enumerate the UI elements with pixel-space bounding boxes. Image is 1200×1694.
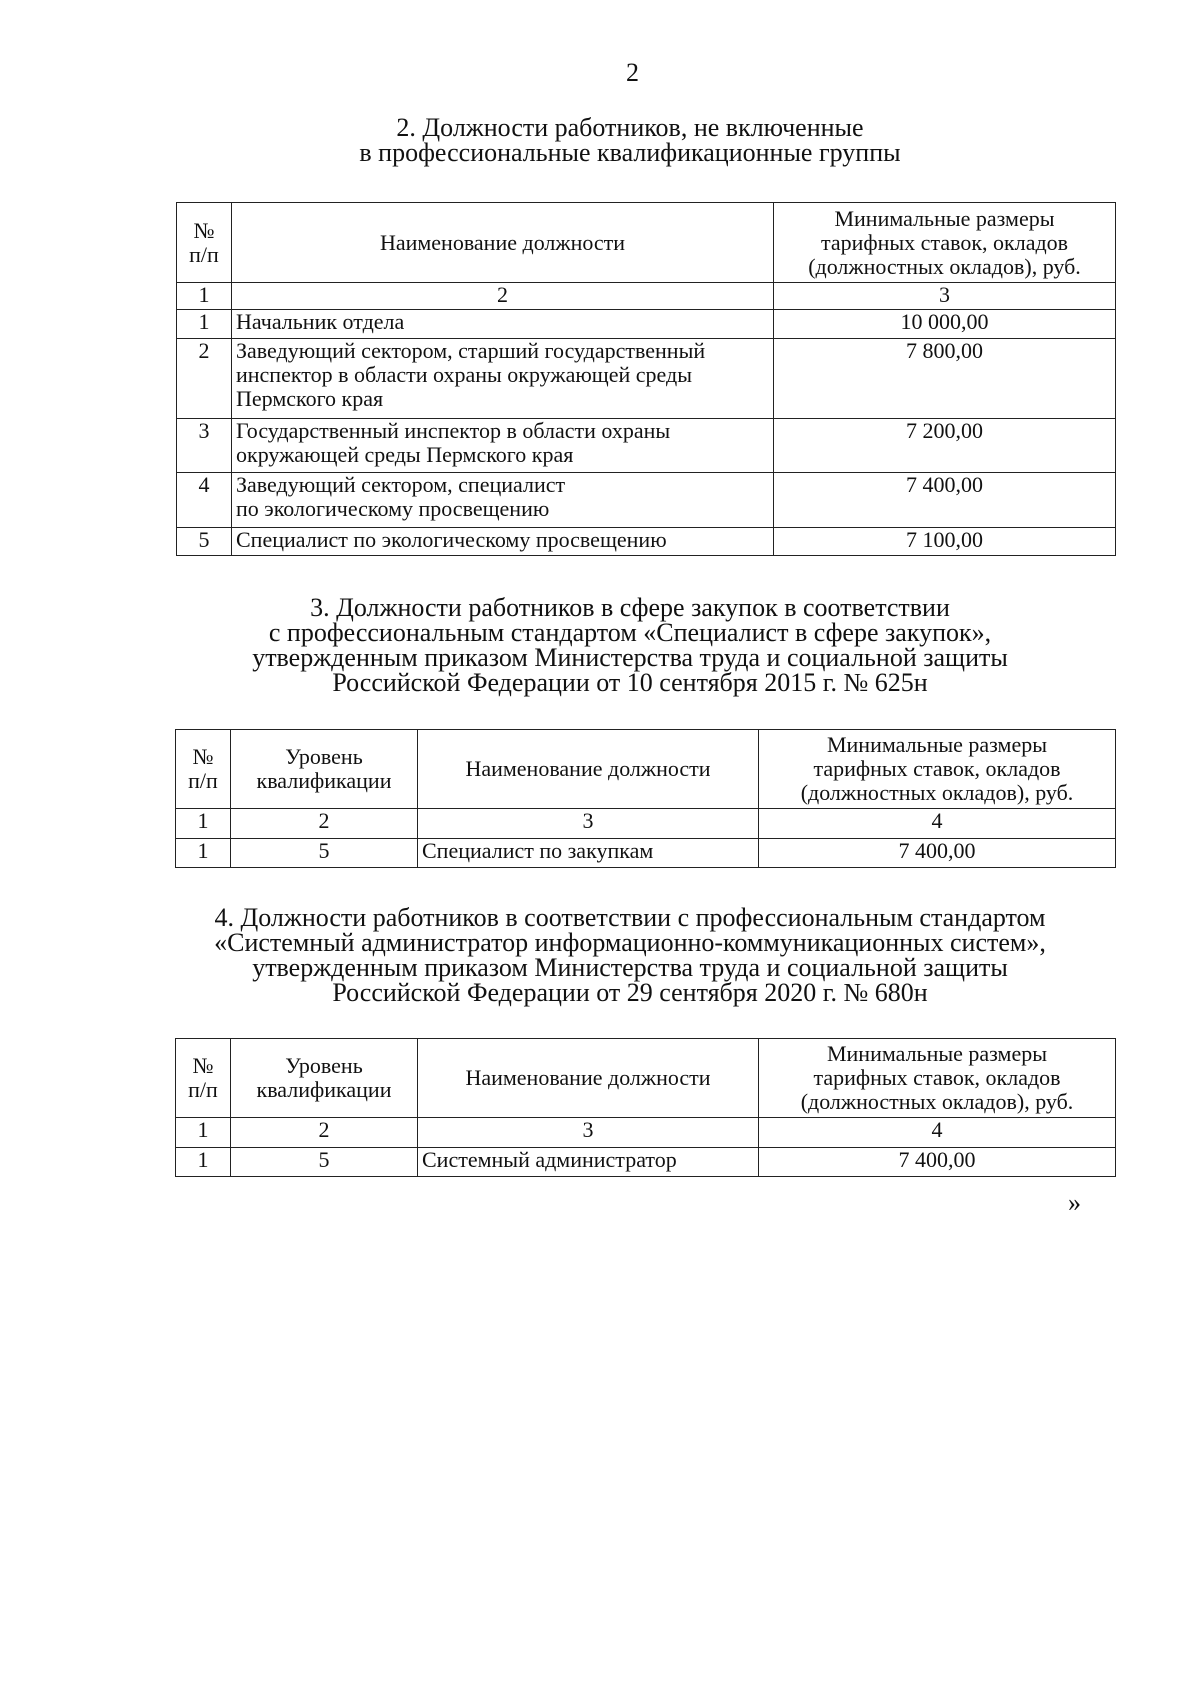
title-line: Российской Федерации от 29 сентября 2020 г. № 680н	[332, 978, 928, 1007]
column-number-row	[176, 809, 1116, 839]
row-level: 5	[231, 1148, 418, 1177]
header-num: № п/п	[177, 203, 232, 283]
row-salary: 7 800,00	[774, 339, 1116, 419]
header-position: Наименование должности	[418, 730, 759, 809]
section-4-table	[175, 1038, 1116, 1177]
row-position: Системный администратор	[418, 1148, 759, 1177]
header-salary: Минимальные размеры тарифных ставок, окладов (должностных окладов), руб.	[774, 203, 1116, 283]
header-salary: Минимальные размеры тарифных ставок, окладов (должностных окладов), руб.	[759, 1039, 1116, 1118]
col-number: 2	[231, 1118, 418, 1148]
page-number: 2	[626, 58, 639, 87]
title-line: с профессиональным стандартом «Специалист в сфере закупок»,	[268, 618, 992, 647]
closing-quote-mark: »	[1068, 1188, 1081, 1217]
row-salary: 7 400,00	[774, 473, 1116, 528]
row-position: Начальник отдела	[232, 310, 774, 339]
col-number: 1	[177, 283, 232, 310]
title-line: утвержденным приказом Министерства труда и социальной защиты	[252, 953, 1008, 982]
table-row	[177, 419, 1116, 473]
table-row	[177, 528, 1116, 556]
row-position: Государственный инспектор в области охраны окружающей среды Пермского края	[232, 419, 774, 473]
header-position: Наименование должности	[232, 203, 774, 283]
row-position: Заведующий сектором, старший государственный инспектор в области охраны окружающей среды Пермского края	[232, 339, 774, 419]
table-row	[177, 473, 1116, 528]
row-num: 1	[176, 839, 231, 868]
header-num: № п/п	[176, 1039, 231, 1118]
col-number: 2	[231, 809, 418, 839]
row-position: Заведующий сектором, специалист по экологическому просвещению	[232, 473, 774, 528]
row-position: Специалист по закупкам	[418, 839, 759, 868]
header-num: № п/п	[176, 730, 231, 809]
title-line: утвержденным приказом Министерства труда и социальной защиты	[252, 643, 1008, 672]
row-salary: 10 000,00	[774, 310, 1116, 339]
title-line: 2. Должности работников, не включенные	[396, 113, 864, 142]
table-header-row	[177, 203, 1116, 283]
column-number-row	[176, 1118, 1116, 1148]
table-row	[177, 339, 1116, 419]
row-salary: 7 400,00	[759, 1148, 1116, 1177]
title-line: в профессиональные квалификационные группы	[359, 138, 901, 167]
row-salary: 7 400,00	[759, 839, 1116, 868]
row-num: 1	[176, 1148, 231, 1177]
section-3-title	[150, 595, 1110, 695]
table-header-row	[176, 1039, 1116, 1118]
col-number: 1	[176, 1118, 231, 1148]
col-number: 2	[232, 283, 774, 310]
title-line: 4. Должности работников в соответствии с профессиональным стандартом	[214, 903, 1046, 932]
col-number: 4	[759, 809, 1116, 839]
col-number: 3	[774, 283, 1116, 310]
column-number-row	[177, 283, 1116, 310]
section-3-table	[175, 729, 1116, 868]
header-level: Уровень квалификации	[231, 1039, 418, 1118]
title-line: «Системный администратор информационно-коммуникационных систем»,	[214, 928, 1046, 957]
section-2-title	[150, 115, 1110, 165]
title-line: 3. Должности работников в сфере закупок в соответствии	[310, 593, 950, 622]
table-header-row	[176, 730, 1116, 809]
section-4-title	[150, 905, 1110, 1005]
section-2-table	[176, 202, 1116, 556]
row-num: 3	[177, 419, 232, 473]
row-num: 4	[177, 473, 232, 528]
row-salary: 7 200,00	[774, 419, 1116, 473]
row-position: Специалист по экологическому просвещению	[232, 528, 774, 556]
table-row	[176, 839, 1116, 868]
col-number: 1	[176, 809, 231, 839]
col-number: 3	[418, 809, 759, 839]
row-num: 5	[177, 528, 232, 556]
header-level: Уровень квалификации	[231, 730, 418, 809]
title-line: Российской Федерации от 10 сентября 2015 г. № 625н	[332, 668, 928, 697]
header-position: Наименование должности	[418, 1039, 759, 1118]
col-number: 3	[418, 1118, 759, 1148]
row-level: 5	[231, 839, 418, 868]
header-salary: Минимальные размеры тарифных ставок, окладов (должностных окладов), руб.	[759, 730, 1116, 809]
row-num: 1	[177, 310, 232, 339]
col-number: 4	[759, 1118, 1116, 1148]
row-salary: 7 100,00	[774, 528, 1116, 556]
table-row	[177, 310, 1116, 339]
table-row	[176, 1148, 1116, 1177]
row-num: 2	[177, 339, 232, 419]
